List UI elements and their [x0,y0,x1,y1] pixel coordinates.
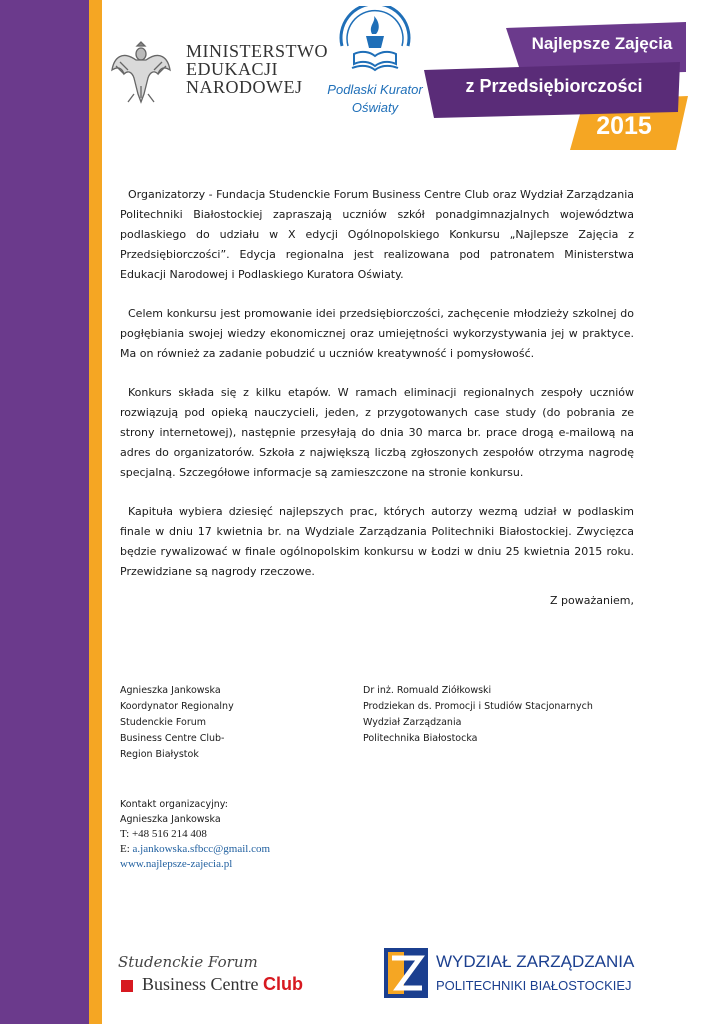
left-orange-stripe [89,0,102,1024]
eagle-emblem-icon [108,36,174,106]
torch-book-icon [322,6,428,82]
signature-line: Region Białystok [120,749,199,760]
letter-body [120,185,634,601]
letter-paragraph: Kapituła wybiera dziesięć najlepszych prac, których autorzy wezmą udział w podlaskim finale w dniu 17 kwietnia br. na Wydziale Zarządzania Politechniki Białostockiej. Zwycięzca będzie rywalizować w finale ogólnopolskim konkursu w Łodzi w dniu 25 kwietnia 2015 roku. Przewidziane są nagrody rzeczowe. [120,505,634,578]
ministry-name [186,42,328,96]
contact-phone: T: +48 516 214 408 [120,828,207,840]
letter-paragraph: Organizatorzy - Fundacja Studenckie Forum Business Centre Club oraz Wydział Zarządzania Politechniki Białostockiej zapraszają uczniów szkół ponadgimnazjalnych województwa podlaskiego do udziału w X edycji Ogólnopolskiego Konkursu „Najlepsze Zajęcia z Przedsiębiorczości”. Edycja regionalna jest realizowana pod patronatem Ministerstwa Edukacji Narodowej i Podlaskiego Kuratora Oświaty. [120,188,634,281]
signature-line: Agnieszka Jankowska [120,685,221,696]
wz-line-2: POLITECHNIKI BIAŁOSTOCKIEJ [436,978,632,993]
signature-line: Business Centre Club- [120,733,225,744]
badge-title-line-2: z Przedsiębiorczości [465,76,643,96]
ministry-logo [108,36,328,106]
letter-paragraph: Konkurs składa się z kilku etapów. W ramach eliminacji regionalnych zespoły uczniów rozwiązują pod opieką nauczycieli, jeden, z przygotowanych case study (do pobrania ze strony internetowej), następnie przesyłają do dnia 30 marca br. prace drogą e-mailową na adres do organizatorów. Szkoła z największą liczbą zgłoszonych zespołów otrzyma nagrodę specjalną. Szczegółowe informacje są zamieszczone na stronie konkursu. [120,386,634,479]
contact-email-row [120,842,420,857]
letter-paragraph: Celem konkursu jest promowanie idei przedsiębiorczości, zachęcenie młodzieży szkolnej do pogłębiania swojej wiedzy ekonomicznej oraz umiejętności wykorzystywania jej w praktyce. Ma on również za zadanie pobudzić u uczniów kreatywność i pomysłowość. [120,307,634,360]
red-square-icon [121,980,133,992]
contest-badge [424,20,688,150]
signature-line: Wydział Zarządzania [363,717,462,728]
contact-block [120,797,420,872]
kurator-name: Podlaski Kurator [327,82,423,97]
contact-email-link[interactable]: a.jankowska.sfbcc@gmail.com [132,843,271,855]
letter-closing: Z poważaniem, [549,594,634,607]
signature-right [363,683,653,747]
kurator-subtitle: Oświaty [351,100,399,115]
contact-email-prefix: E: [120,843,133,855]
sfbcc-club: Club [263,974,303,994]
ministry-line-2: EDUKACJI [186,59,278,79]
sfbcc-business-centre: Business Centre [142,974,259,994]
signature-left [120,683,330,763]
contact-website-link[interactable]: www.najlepsze-zajecia.pl [120,858,233,870]
contact-label: Kontakt organizacyjny: [120,799,228,810]
left-purple-stripe [0,0,89,1024]
signature-line: Dr inż. Romuald Ziółkowski [363,685,492,696]
wz-emblem-icon [384,948,428,998]
signature-line: Studenckie Forum [120,717,207,728]
sfbcc-logo [116,953,356,998]
badge-year: 2015 [596,112,652,140]
sfbcc-line-2 [142,974,303,995]
badge-title-line-1: Najlepsze Zajęcia [531,34,673,53]
ministry-line-1: MINISTERSTWO [186,41,328,61]
kurator-logo [322,6,428,120]
signature-line: Koordynator Regionalny [120,701,234,712]
contact-name: Agnieszka Jankowska [120,814,221,825]
signature-line: Politechnika Białostocka [363,733,478,744]
wz-logo [384,948,674,1000]
signature-line: Prodziekan ds. Promocji i Studiów Stacjonarnych [363,701,593,712]
sfbcc-line-1: Studenckie Forum [118,953,258,971]
ministry-line-3: NARODOWEJ [186,77,303,97]
wz-line-1: WYDZIAŁ ZARZĄDZANIA [436,952,635,971]
